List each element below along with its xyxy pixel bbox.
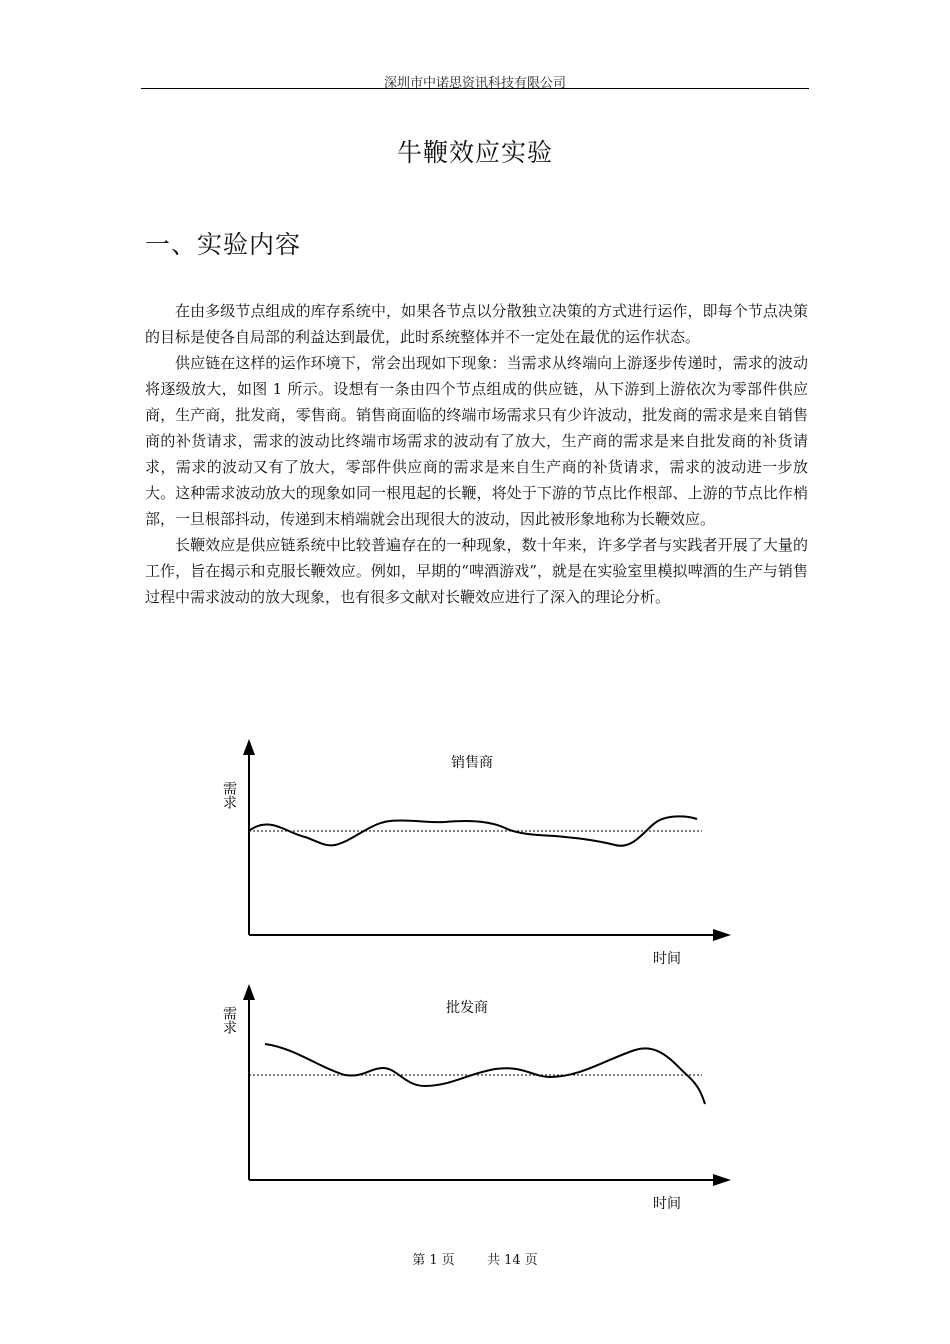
page-total: 共 14 页	[486, 1253, 538, 1268]
paragraph-1: 在由多级节点组成的库存系统中，如果各节点以分散独立决策的方式进行运作，即每个节点决策的目标是使各自局部的利益达到最优，此时系统整体并不一定处在最优的运作状态。	[145, 302, 808, 346]
figure-retailer	[205, 735, 745, 975]
page-number: 第 1 页	[412, 1253, 455, 1268]
page-footer	[0, 1249, 950, 1268]
y-axis-arrow-icon	[243, 739, 255, 755]
figure-wholesaler-svg	[205, 980, 745, 1220]
demand-curve	[265, 1044, 705, 1104]
y-axis-label: 需求	[221, 781, 237, 809]
document-title: 牛鞭效应实验	[396, 138, 553, 167]
figure-retailer-svg	[205, 735, 745, 975]
figure-title: 销售商	[451, 755, 493, 771]
body-text	[145, 298, 808, 610]
y-axis-label: 需求	[221, 1006, 237, 1034]
y-axis-arrow-icon	[243, 984, 255, 1000]
header-company: 深圳市中诺思资讯科技有限公司	[383, 76, 566, 91]
header-rule	[141, 88, 809, 89]
x-axis-arrow-icon	[713, 929, 731, 941]
x-axis-label: 时间	[653, 1196, 681, 1212]
paragraph-3: 长鞭效应是供应链系统中比较普遍存在的一种现象，数十年来，许多学者与实践者开展了大量的工作，旨在揭示和克服长鞭效应。例如，早期的“啤酒游戏”，就是在实验室里模拟啤酒的生产与销售过程中需求波动的放大现象，也有很多文献对长鞭效应进行了深入的理论分析。	[145, 536, 808, 606]
paragraph-2: 供应链在这样的运作环境下，常会出现如下现象：当需求从终端向上游逐步传递时，需求的波动将逐级放大，如图 1 所示。设想有一条由四个节点组成的供应链，从下游到上游依次为零部件供应商，生产商，批发商，零售商。销售商面临的终端市场需求只有少许波动，批发商的需求是来自销售商的补货请求，需求的波动比终端市场需求的波动有了放大，生产商的需求是来自批发商的补货请求，需求的波动又有了放大，零部件供应商的需求是来自生产商的补货请求，需求的波动进一步放大。这种需求波动放大的现象如同一根甩起的长鞭，将处于下游的节点比作根部、上游的节点比作梢部，一旦根部抖动，传递到末梢端就会出现很大的波动，因此被形象地称为长鞭效应。	[145, 354, 808, 528]
x-axis-arrow-icon	[713, 1174, 731, 1186]
x-axis-label: 时间	[653, 951, 681, 967]
figure-title: 批发商	[446, 1000, 488, 1016]
figure-wholesaler	[205, 980, 745, 1220]
section-heading: 一、实验内容	[145, 230, 302, 259]
